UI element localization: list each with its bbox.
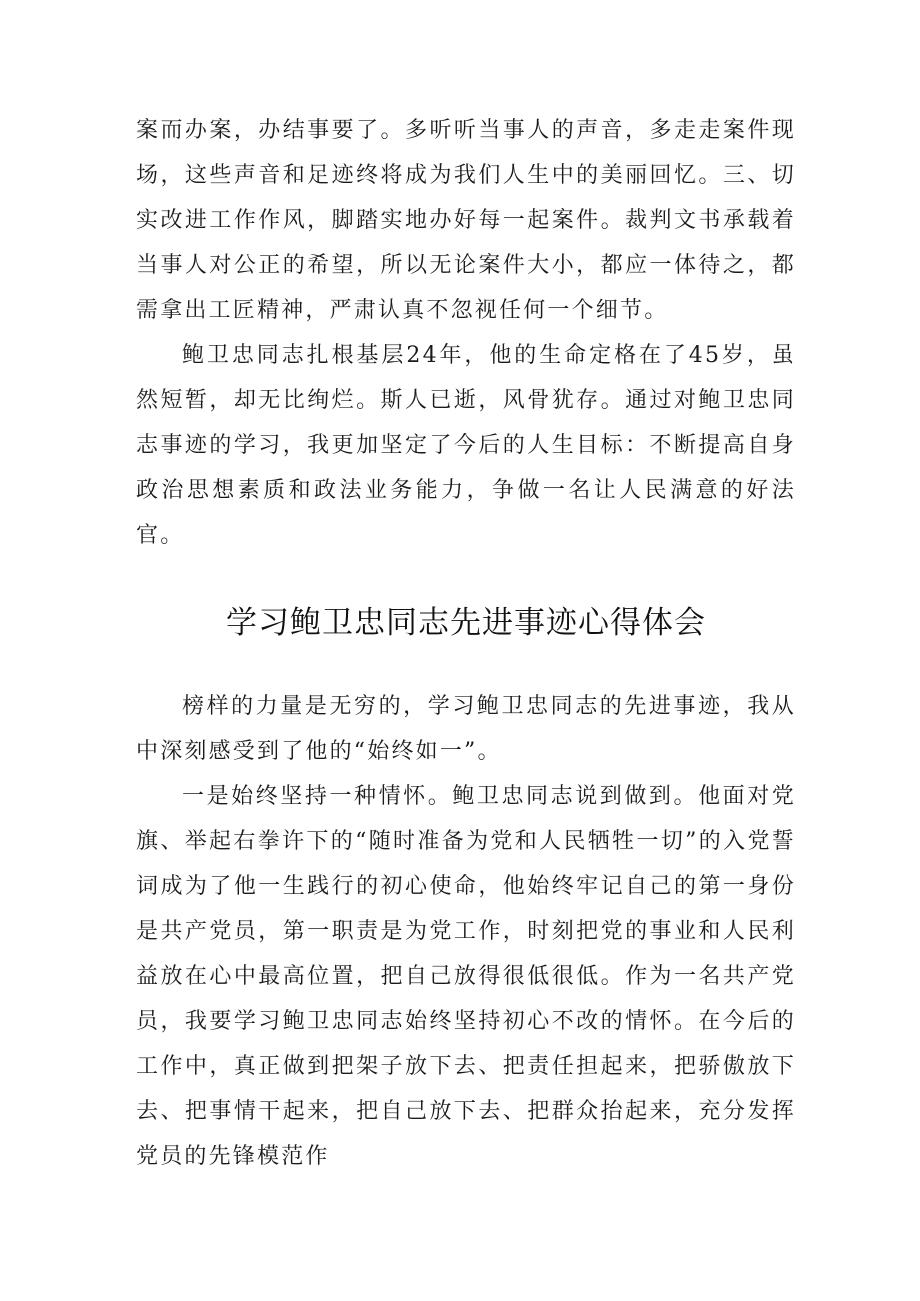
paragraph-point-one: 一是始终坚持一种情怀。鲍卫忠同志说到做到。他面对党旗、举起右拳许下的“随时准备为党和人民牺牲一切”的入党誓词成为了他一生践行的初心使命，他始终牢记自己的第一身份是共产党员，第一职责是为党工作，时刻把党的事业和人民利益放在心中最高位置，把自己放得很低很低。作为一名共产党员，我要学习鲍卫忠同志始终坚持初心不改的情怀。在今后的工作中，真正做到把架子放下去、把责任担起来，把骄傲放下去、把事情干起来，把自己放下去、把群众抬起来，充分发挥党员的先锋模范作 [136,784,796,1169]
document-body [136,108,796,1179]
paragraph-continuation: 案而办案，办结事要了。多听听当事人的声音，多走走案件现场，这些声音和足迹终将成为我们人生中的美丽回忆。三、切实改进工作作风，脚踏实地办好每一起案件。裁判文书承载着当事人对公正的希望，所以无论案件大小，都应一体待之，都需拿出工匠精神，严肃认真不忽视任何一个细节。 [136,118,796,323]
paragraph-intro: 榜样的力量是无穷的，学习鲍卫忠同志的先进事迹，我从中深刻感受到了他的“始终如一”。 [136,694,796,764]
section-title: 学习鲍卫忠同志先进事迹心得体会 [226,605,706,641]
paragraph-conclusion: 鲍卫忠同志扎根基层24年，他的生命定格在了45岁，虽然短暂，却无比绚烂。斯人已逝，风骨犹存。通过对鲍卫忠同志事迹的学习，我更加坚定了今后的人生目标：不断提高自身政治思想素质和政法业务能力，争做一名让人民满意的好法官。 [136,343,796,548]
